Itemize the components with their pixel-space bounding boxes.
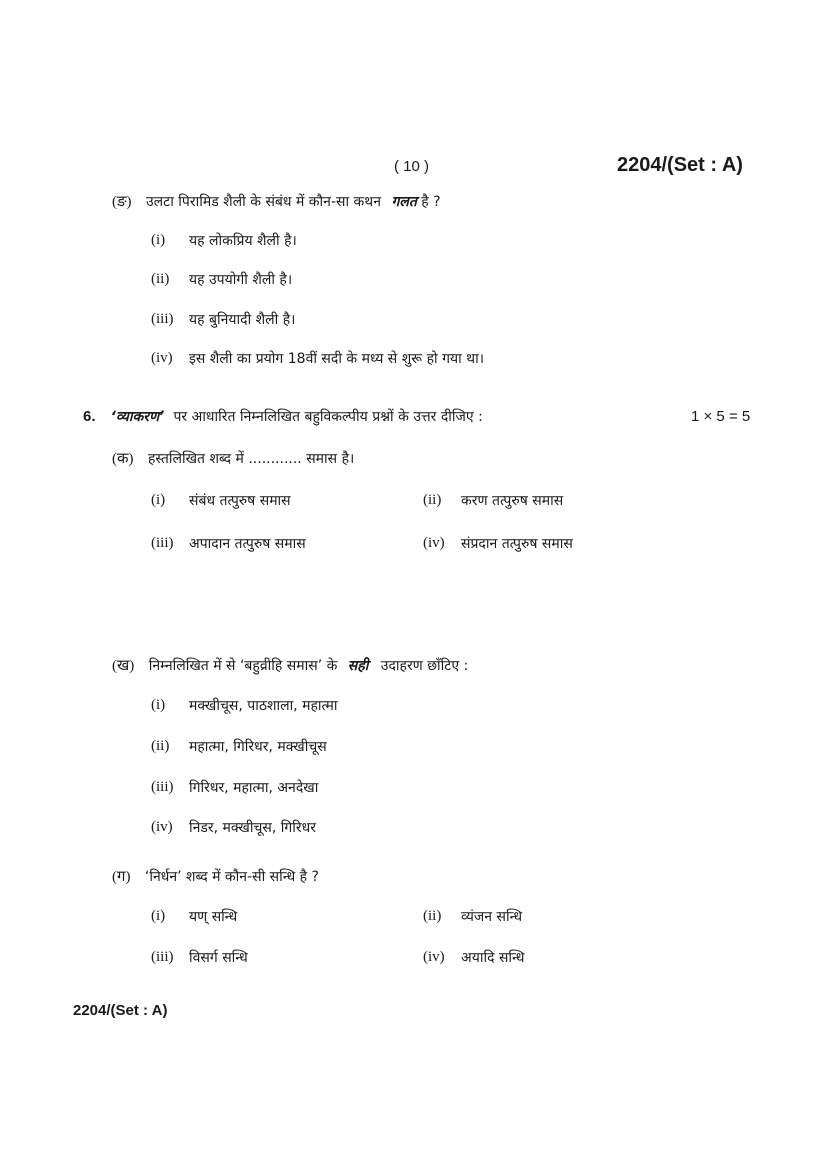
- question-number: 6.: [83, 408, 96, 425]
- option-number: (iv): [151, 350, 173, 366]
- question-6ka: [112, 448, 354, 468]
- option-number: (iii): [151, 949, 174, 965]
- option-number: (i): [151, 232, 166, 248]
- question-text: पर आधारित निम्नलिखित बहुविकल्पीय प्रश्नों के उत्तर दीजिए :: [173, 409, 483, 425]
- question-5e: [112, 191, 441, 211]
- question-text: ‘निर्धन’ शब्द में कौन-सी सन्धि है ?: [144, 869, 319, 885]
- option-text: विसर्ग सन्धि: [189, 950, 248, 966]
- option-number: (iv): [151, 819, 173, 835]
- option-number: (iii): [151, 779, 174, 795]
- question-emphasis: सही: [347, 658, 369, 674]
- question-text: हस्तलिखित शब्द में ............ समास है।: [147, 451, 355, 467]
- question-label: (ग): [112, 869, 131, 885]
- option-text: संबंध तत्पुरुष समास: [189, 493, 291, 509]
- option-number: (i): [151, 492, 166, 508]
- question-6: [83, 406, 483, 426]
- question-label: (क): [112, 451, 134, 467]
- option-number: (i): [151, 697, 166, 713]
- question-6ga: [112, 866, 319, 886]
- question-label: (ङ): [112, 194, 132, 210]
- question-label: (ख): [112, 658, 135, 674]
- option-number: (ii): [151, 738, 170, 754]
- option-text: यह बुनियादी शैली है।: [189, 312, 296, 328]
- option-number: (ii): [151, 271, 170, 287]
- option-number: (i): [151, 908, 166, 924]
- option-text: गिरिधर, महात्मा, अनदेखा: [189, 780, 319, 796]
- marks: 1 × 5 = 5: [691, 408, 751, 425]
- page-number: ( 10 ): [394, 158, 430, 175]
- option-text: यह लोकप्रिय शैली है।: [189, 233, 297, 249]
- option-number: (ii): [423, 908, 442, 924]
- option-text: करण तत्पुरुष समास: [461, 493, 564, 509]
- paper-code-header: 2204/(Set : A): [617, 154, 743, 176]
- option-text: इस शैली का प्रयोग 18वीं सदी के मध्य से शुरू हो गया था।: [189, 351, 485, 367]
- option-number: (iv): [423, 949, 445, 965]
- option-number: (iv): [423, 535, 445, 551]
- option-number: (ii): [423, 492, 442, 508]
- question-text-end: है ?: [421, 194, 441, 210]
- option-text: मक्खीचूस, पाठशाला, महात्मा: [189, 698, 338, 714]
- option-text: व्यंजन सन्धि: [461, 909, 523, 925]
- question-emphasis: गलत: [391, 194, 417, 210]
- question-text: उलटा पिरामिड शैली के संबंध में कौन-सा कथन: [146, 194, 382, 210]
- question-emphasis: ‘व्याकरण’: [110, 409, 165, 425]
- question-text: निम्नलिखित में से ‘बहुव्रीहि समास’ के: [148, 658, 338, 674]
- option-text: यह उपयोगी शैली है।: [189, 272, 293, 288]
- option-number: (iii): [151, 535, 174, 551]
- option-text: यण् सन्धि: [189, 909, 238, 925]
- question-6kha: [112, 655, 468, 675]
- option-text: अपादान तत्पुरुष समास: [189, 536, 306, 552]
- option-text: निडर, मक्खीचूस, गिरिधर: [189, 820, 316, 836]
- paper-code-footer: 2204/(Set : A): [73, 1002, 168, 1019]
- option-number: (iii): [151, 311, 174, 327]
- option-text: महात्मा, गिरिधर, मक्खीचूस: [189, 739, 327, 755]
- option-text: अयादि सन्धि: [461, 950, 525, 966]
- question-text-end: उदाहरण छाँटिए :: [380, 658, 469, 674]
- option-text: संप्रदान तत्पुरुष समास: [461, 536, 573, 552]
